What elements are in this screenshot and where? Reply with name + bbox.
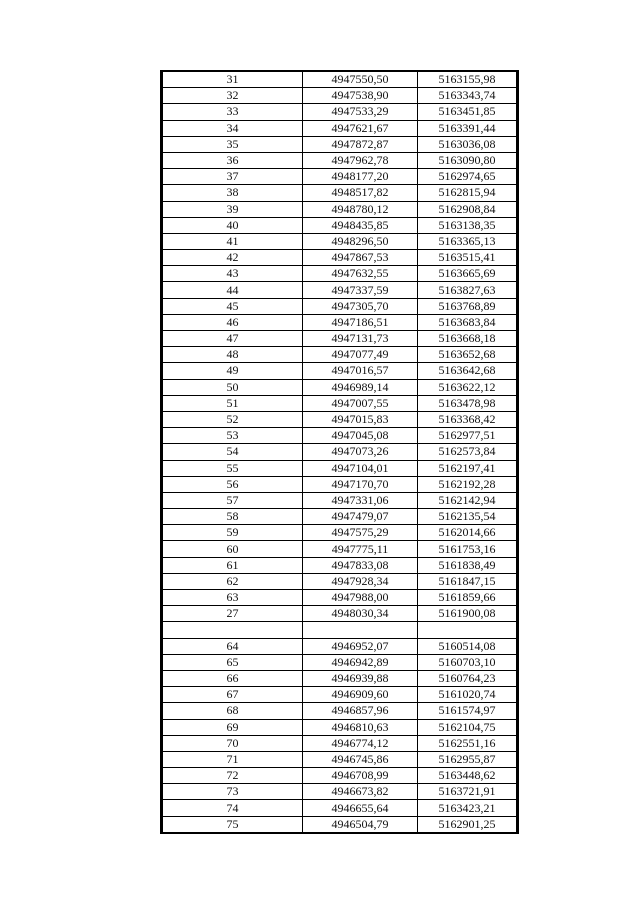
point-number-cell: 65 — [162, 654, 303, 670]
y-coordinate-cell: 5162104,75 — [418, 719, 518, 735]
x-coordinate-cell: 4947988,00 — [303, 590, 418, 606]
point-number-cell: 27 — [162, 606, 303, 622]
y-coordinate-cell: 5161859,66 — [418, 590, 518, 606]
point-number-cell: 39 — [162, 201, 303, 217]
x-coordinate-cell: 4947872,87 — [303, 136, 418, 152]
table-row — [162, 703, 518, 719]
point-number-cell: 51 — [162, 395, 303, 411]
table-row — [162, 590, 518, 606]
x-coordinate-cell: 4947007,55 — [303, 395, 418, 411]
y-coordinate-cell: 5163368,42 — [418, 411, 518, 427]
x-coordinate-cell: 4946504,79 — [303, 816, 418, 833]
table-row — [162, 751, 518, 767]
y-coordinate-cell: 5163391,44 — [418, 120, 518, 136]
point-number-cell: 47 — [162, 331, 303, 347]
point-number-cell: 48 — [162, 347, 303, 363]
point-number-cell: 56 — [162, 476, 303, 492]
table-row — [162, 331, 518, 347]
point-number-cell: 61 — [162, 557, 303, 573]
table-row — [162, 492, 518, 508]
y-coordinate-cell: 5161020,74 — [418, 687, 518, 703]
table-row — [162, 816, 518, 833]
point-number-cell: 60 — [162, 541, 303, 557]
table-row — [162, 784, 518, 800]
point-number-cell: 36 — [162, 152, 303, 168]
x-coordinate-cell: 4947073,26 — [303, 444, 418, 460]
x-coordinate-cell: 4946774,12 — [303, 735, 418, 751]
table-row — [162, 687, 518, 703]
y-coordinate-cell: 5163155,98 — [418, 71, 518, 88]
y-coordinate-cell: 5163138,35 — [418, 217, 518, 233]
x-coordinate-cell: 4947621,67 — [303, 120, 418, 136]
point-number-cell: 41 — [162, 233, 303, 249]
table-row — [162, 201, 518, 217]
x-coordinate-cell: 4947538,90 — [303, 88, 418, 104]
table-row — [162, 152, 518, 168]
x-coordinate-cell: 4948517,82 — [303, 185, 418, 201]
point-number-cell: 50 — [162, 379, 303, 395]
x-coordinate-cell: 4946708,99 — [303, 768, 418, 784]
y-coordinate-cell: 5163668,18 — [418, 331, 518, 347]
point-number-cell: 40 — [162, 217, 303, 233]
y-coordinate-cell: 5163423,21 — [418, 800, 518, 816]
table-row — [162, 638, 518, 654]
table-row — [162, 71, 518, 88]
table-row — [162, 120, 518, 136]
table-row — [162, 411, 518, 427]
table-row — [162, 363, 518, 379]
x-coordinate-cell: 4947104,01 — [303, 460, 418, 476]
coordinates-table — [160, 70, 519, 834]
y-coordinate-cell: 5161753,16 — [418, 541, 518, 557]
point-number-cell: 67 — [162, 687, 303, 703]
y-coordinate-cell: 5162974,65 — [418, 169, 518, 185]
point-number-cell: 73 — [162, 784, 303, 800]
point-number-cell: 68 — [162, 703, 303, 719]
point-number-cell: 46 — [162, 314, 303, 330]
y-coordinate-cell: 5163665,69 — [418, 266, 518, 282]
point-number-cell: 70 — [162, 735, 303, 751]
y-coordinate-cell: 5162551,16 — [418, 735, 518, 751]
point-number-cell: 49 — [162, 363, 303, 379]
x-coordinate-cell: 4947833,08 — [303, 557, 418, 573]
x-coordinate-cell: 4946673,82 — [303, 784, 418, 800]
x-coordinate-cell: 4948435,85 — [303, 217, 418, 233]
y-coordinate-cell: 5161838,49 — [418, 557, 518, 573]
y-coordinate-cell: 5160514,08 — [418, 638, 518, 654]
x-coordinate-cell: 4947016,57 — [303, 363, 418, 379]
x-coordinate-cell: 4946989,14 — [303, 379, 418, 395]
x-coordinate-cell: 4947045,08 — [303, 428, 418, 444]
point-number-cell: 38 — [162, 185, 303, 201]
x-coordinate-cell: 4946655,64 — [303, 800, 418, 816]
point-number-cell: 35 — [162, 136, 303, 152]
x-coordinate-cell: 4948177,20 — [303, 169, 418, 185]
point-number-cell: 32 — [162, 88, 303, 104]
point-number-cell: 44 — [162, 282, 303, 298]
y-coordinate-cell: 5163451,85 — [418, 104, 518, 120]
x-coordinate-cell: 4947575,29 — [303, 525, 418, 541]
x-coordinate-cell: 4947077,49 — [303, 347, 418, 363]
x-coordinate-cell: 4947928,34 — [303, 573, 418, 589]
point-number-cell: 75 — [162, 816, 303, 833]
y-coordinate-cell: 5163721,91 — [418, 784, 518, 800]
coordinates-table-body — [162, 71, 518, 833]
table-row — [162, 573, 518, 589]
point-number-cell: 52 — [162, 411, 303, 427]
x-coordinate-cell: 4947305,70 — [303, 298, 418, 314]
point-number-cell: 63 — [162, 590, 303, 606]
x-coordinate-cell: 4947331,06 — [303, 492, 418, 508]
y-coordinate-cell: 5163448,62 — [418, 768, 518, 784]
table-row — [162, 395, 518, 411]
x-coordinate-cell: 4946857,96 — [303, 703, 418, 719]
y-coordinate-cell: 5163515,41 — [418, 250, 518, 266]
point-number-cell: 33 — [162, 104, 303, 120]
y-coordinate-cell: 5163683,84 — [418, 314, 518, 330]
x-coordinate-cell: 4947533,29 — [303, 104, 418, 120]
x-coordinate-cell: 4947337,59 — [303, 282, 418, 298]
point-number-cell: 54 — [162, 444, 303, 460]
y-coordinate-cell: 5162901,25 — [418, 816, 518, 833]
table-row — [162, 670, 518, 686]
x-coordinate-cell: 4947170,70 — [303, 476, 418, 492]
table-row — [162, 379, 518, 395]
x-coordinate-cell: 4947962,78 — [303, 152, 418, 168]
x-coordinate-cell: 4947015,83 — [303, 411, 418, 427]
point-number-cell: 57 — [162, 492, 303, 508]
point-number-cell: 37 — [162, 169, 303, 185]
point-number-cell: 59 — [162, 525, 303, 541]
point-number-cell: 43 — [162, 266, 303, 282]
x-coordinate-cell: 4947550,50 — [303, 71, 418, 88]
table-row — [162, 282, 518, 298]
y-coordinate-cell: 5162955,87 — [418, 751, 518, 767]
point-number-cell: 69 — [162, 719, 303, 735]
x-coordinate-cell: 4948030,34 — [303, 606, 418, 622]
table-row — [162, 509, 518, 525]
x-coordinate-cell: 4946939,88 — [303, 670, 418, 686]
y-coordinate-cell: 5161847,15 — [418, 573, 518, 589]
table-row — [162, 88, 518, 104]
x-coordinate-cell: 4947479,07 — [303, 509, 418, 525]
y-coordinate-cell: 5163365,13 — [418, 233, 518, 249]
table-row — [162, 444, 518, 460]
y-coordinate-cell: 5160703,10 — [418, 654, 518, 670]
point-number-cell: 55 — [162, 460, 303, 476]
point-number-cell: 53 — [162, 428, 303, 444]
table-row — [162, 541, 518, 557]
x-coordinate-cell: 4946745,86 — [303, 751, 418, 767]
point-number-cell: 66 — [162, 670, 303, 686]
table-row — [162, 800, 518, 816]
x-coordinate-cell: 4948780,12 — [303, 201, 418, 217]
x-coordinate-cell: 4948296,50 — [303, 233, 418, 249]
x-coordinate-cell: 4947867,53 — [303, 250, 418, 266]
y-coordinate-cell: 5163478,98 — [418, 395, 518, 411]
y-coordinate-cell: 5162197,41 — [418, 460, 518, 476]
table-row — [162, 525, 518, 541]
table-row — [162, 233, 518, 249]
point-number-cell: 58 — [162, 509, 303, 525]
table-row — [162, 428, 518, 444]
y-coordinate-cell: 5161574,97 — [418, 703, 518, 719]
x-coordinate-cell: 4947131,73 — [303, 331, 418, 347]
y-coordinate-cell: 5160764,23 — [418, 670, 518, 686]
point-number-cell: 34 — [162, 120, 303, 136]
y-coordinate-cell: 5163827,63 — [418, 282, 518, 298]
table-row — [162, 250, 518, 266]
y-coordinate-cell: 5163622,12 — [418, 379, 518, 395]
y-coordinate-cell: 5162192,28 — [418, 476, 518, 492]
table-row — [162, 719, 518, 735]
point-number-cell: 62 — [162, 573, 303, 589]
table-row — [162, 314, 518, 330]
y-coordinate-cell — [418, 622, 518, 638]
table-row — [162, 217, 518, 233]
table-row — [162, 347, 518, 363]
y-coordinate-cell: 5162135,54 — [418, 509, 518, 525]
table-row — [162, 735, 518, 751]
x-coordinate-cell: 4946942,89 — [303, 654, 418, 670]
table-row — [162, 104, 518, 120]
point-number-cell — [162, 622, 303, 638]
table-row — [162, 557, 518, 573]
table-row — [162, 460, 518, 476]
spacer-row — [162, 622, 518, 638]
y-coordinate-cell: 5163343,74 — [418, 88, 518, 104]
x-coordinate-cell — [303, 622, 418, 638]
table-row — [162, 476, 518, 492]
table-row — [162, 606, 518, 622]
y-coordinate-cell: 5162977,51 — [418, 428, 518, 444]
point-number-cell: 71 — [162, 751, 303, 767]
table-row — [162, 185, 518, 201]
y-coordinate-cell: 5163036,08 — [418, 136, 518, 152]
y-coordinate-cell: 5163652,68 — [418, 347, 518, 363]
point-number-cell: 72 — [162, 768, 303, 784]
y-coordinate-cell: 5162573,84 — [418, 444, 518, 460]
table-row — [162, 136, 518, 152]
table-row — [162, 654, 518, 670]
y-coordinate-cell: 5161900,08 — [418, 606, 518, 622]
point-number-cell: 64 — [162, 638, 303, 654]
point-number-cell: 31 — [162, 71, 303, 88]
y-coordinate-cell: 5163768,89 — [418, 298, 518, 314]
point-number-cell: 42 — [162, 250, 303, 266]
y-coordinate-cell: 5162014,66 — [418, 525, 518, 541]
x-coordinate-cell: 4947632,55 — [303, 266, 418, 282]
y-coordinate-cell: 5162142,94 — [418, 492, 518, 508]
table-row — [162, 768, 518, 784]
y-coordinate-cell: 5163642,68 — [418, 363, 518, 379]
table-row — [162, 169, 518, 185]
table-row — [162, 298, 518, 314]
x-coordinate-cell: 4946909,60 — [303, 687, 418, 703]
y-coordinate-cell: 5162815,94 — [418, 185, 518, 201]
point-number-cell: 74 — [162, 800, 303, 816]
x-coordinate-cell: 4947186,51 — [303, 314, 418, 330]
y-coordinate-cell: 5163090,80 — [418, 152, 518, 168]
table-row — [162, 266, 518, 282]
x-coordinate-cell: 4946952,07 — [303, 638, 418, 654]
y-coordinate-cell: 5162908,84 — [418, 201, 518, 217]
x-coordinate-cell: 4947775,11 — [303, 541, 418, 557]
x-coordinate-cell: 4946810,63 — [303, 719, 418, 735]
point-number-cell: 45 — [162, 298, 303, 314]
